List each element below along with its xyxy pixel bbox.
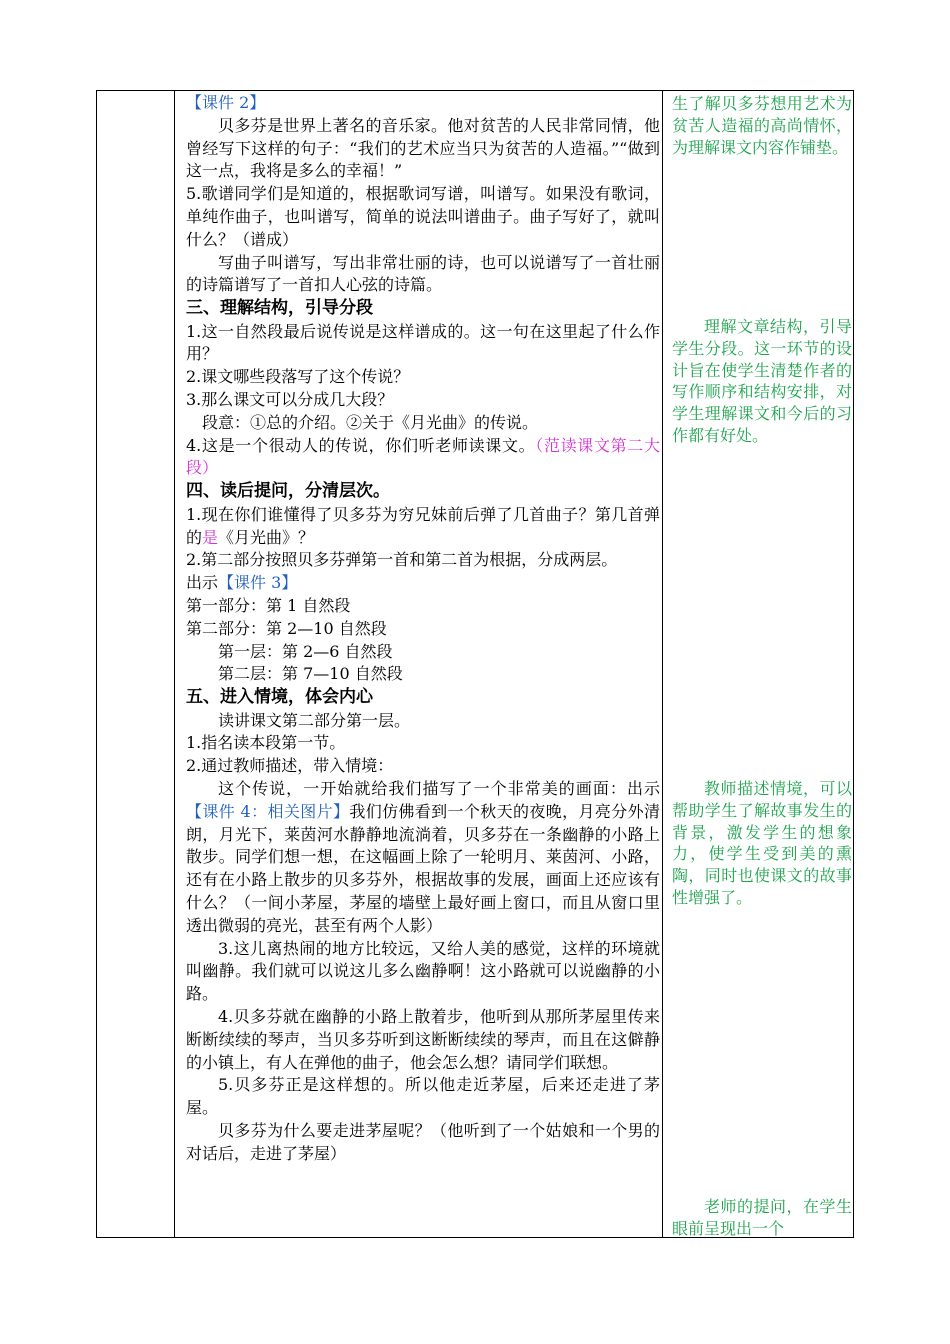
structure-line: 第二层：第 7—10 自然段 xyxy=(218,664,403,684)
paragraph-meaning: 段意：①总的介绍。②关于《月光曲》的传说。 xyxy=(202,412,539,432)
structure-line: 第一层：第 2—6 自然段 xyxy=(218,641,393,661)
paragraph: 写曲子叫谱写，写出非常壮丽的诗，也可以说谱写了一首壮丽的诗篇谱写了一首扣人心弦的诗篇。 xyxy=(186,252,660,295)
design-note-3: 教师描述情境，可以帮助学生了解故事发生的背景，激发学生的想象力，使学生受到美的熏陶，同时也使课文的故事性增强了。 xyxy=(672,779,852,907)
design-note-2: 理解文章结构，引导学生分段。这一环节的设计旨在使学生清楚作者的写作顺序和结构安排，对学生理解课文和今后的习作都有好处。 xyxy=(672,317,852,445)
question: 2.第二部分按照贝多芬弹第一首和第二首为根据，分成两层。 xyxy=(186,550,618,570)
question: 3.那么课文可以分成几大段？ xyxy=(186,390,394,410)
paragraph: 这个传说，一开始就给我们描写了一个非常美的画面：出示【课件 4：相关图片】我们仿佛看到一个秋天的夜晚，月亮分外清朗，月光下，莱茵河水静静地流淌着，贝多芬在一条幽静的小路上散步。同学们想一想，在这幅画上除了一轮明月、莱茵河、小路，还有在小路上散步的贝多芬外，根据故事的发展，画面上还应该有什么？（一间小茅屋，茅屋的墙壁上最好画上窗口，而且从窗口里透出微弱的亮光，甚至有两个人影） xyxy=(186,779,660,935)
question: 2.课文哪些段落写了这个传说？ xyxy=(186,367,410,387)
structure-line: 第二部分：第 2—10 自然段 xyxy=(186,618,387,638)
question: 2.通过教师描述，带入情境： xyxy=(186,756,394,776)
slide-label-2: 【课件 2】 xyxy=(186,93,266,112)
lesson-content xyxy=(186,92,660,1166)
design-note-4: 老师的提问，在学生眼前呈现出一个 xyxy=(672,1197,852,1238)
paragraph: 贝多芬是世界上著名的音乐家。他对贫苦的人民非常同情，他曾经写下这样的句子：“我们的艺术应当只为贫苦的人造福。”“做到这一点，我将是多么的幸福！” xyxy=(186,115,660,181)
question: 4.这是一个很动人的传说，你们听老师读课文。（范读课文第二大段） xyxy=(186,435,660,478)
paragraph: 读讲课文第二部分第一层。 xyxy=(218,710,411,730)
section-heading-3: 三、理解结构，引导分段 xyxy=(186,298,373,319)
column-divider-left xyxy=(174,90,175,1238)
section-heading-4: 四、读后提问，分清层次。 xyxy=(186,481,390,502)
paragraph: 5.歌谱同学们是知道的，根据歌词写谱，叫谱写。如果没有歌词，单纯作曲子，也叫谱写，简单的说法叫谱曲子。曲子写好了，就叫什么？（谱成） xyxy=(186,184,660,249)
section-heading-5: 五、进入情境，体会内心 xyxy=(186,687,373,708)
question: 1.这一自然段最后说传说是这样谱成的。这一句在这里起了什么作用？ xyxy=(186,321,660,364)
slide-label-3: 出示【课件 3】 xyxy=(186,573,298,593)
paragraph: 4.贝多芬就在幽静的小路上散着步，他听到从那所茅屋里传来断断续续的琴声，当贝多芬听到这断断续续的琴声，而且在这僻静的小镇上，有人在弹他的曲子，他会怎么想？请同学们联想。 xyxy=(186,1006,660,1072)
column-divider-right xyxy=(662,90,663,1238)
question: 1.指名读本段第一节。 xyxy=(186,733,346,753)
paragraph: 贝多芬为什么要走进茅屋呢？（他听到了一个姑娘和一个男的对话后，走进了茅屋） xyxy=(186,1120,660,1163)
structure-line: 第一部分：第 1 自然段 xyxy=(186,595,351,615)
design-note-1: 生了解贝多芬想用艺术为贫苦人造福的高尚情怀，为理解课文内容作铺垫。 xyxy=(672,94,852,157)
paragraph: 3.这儿离热闹的地方比较远，又给人美的感觉，这样的环境就叫幽静。我们就可以说这儿多么幽静啊！这小路就可以说幽静的小路。 xyxy=(186,938,660,1004)
paragraph: 5.贝多芬正是这样想的。所以他走近茅屋，后来还走进了茅屋。 xyxy=(186,1075,660,1118)
question: 1.现在你们谁懂得了贝多芬为穷兄妹前后弹了几首曲子？第几首弹的是《月光曲》？ xyxy=(186,504,660,547)
